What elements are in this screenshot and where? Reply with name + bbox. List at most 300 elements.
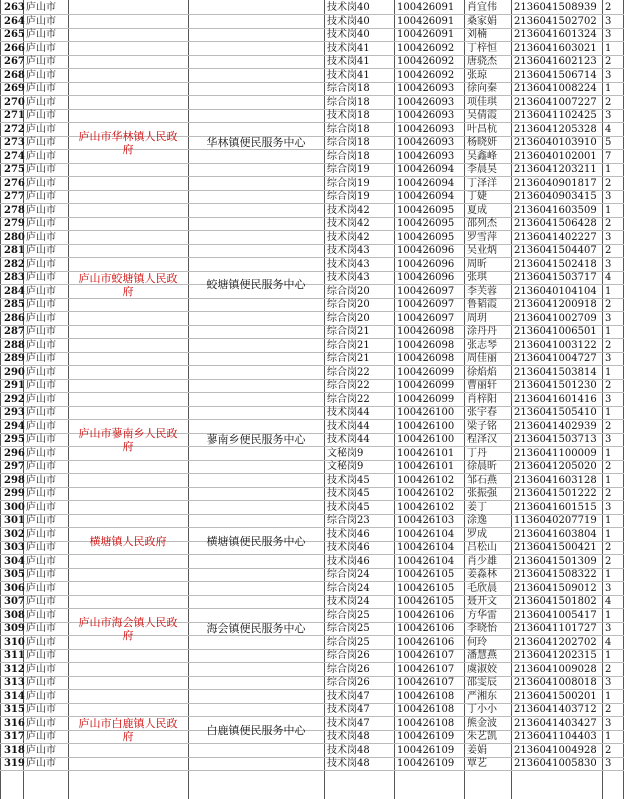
cell-exam-no: 2136041402227 <box>514 231 597 243</box>
cell-name: 夏成 <box>467 204 487 216</box>
cell-recruit: 2 <box>605 245 612 256</box>
cell-county: 庐山市 <box>26 366 56 378</box>
cell-name: 张宇春 <box>467 407 497 418</box>
cell-name: 徐晨昕 <box>467 461 497 472</box>
cell-position: 技术岗18 <box>327 110 370 121</box>
cell-num: 304 <box>4 555 25 567</box>
cell-num: 264 <box>4 15 25 27</box>
cell-recruit: 1 <box>605 528 612 540</box>
cell-num: 275 <box>4 164 25 175</box>
cell-exam-no: 2136041101727 <box>514 623 597 634</box>
cell-position: 综合岗26 <box>327 663 370 675</box>
cell-num: 296 <box>4 447 25 459</box>
org-name-line: 横塘镇人民政府 <box>89 534 167 548</box>
cell-name: 姜淼林 <box>467 569 497 580</box>
cell-position: 技术岗46 <box>327 528 370 540</box>
cell-position: 技术岗41 <box>327 69 370 81</box>
cell-name: 严湘东 <box>467 690 497 702</box>
cell-position: 综合岗21 <box>327 326 370 337</box>
cell-county: 庐山市 <box>26 83 56 94</box>
cell-num: 312 <box>4 663 25 675</box>
cell-county: 庐山市 <box>26 420 56 432</box>
column-divider <box>68 0 69 799</box>
cell-exam-no: 2136041104403 <box>514 731 597 742</box>
cell-exam-no: 2136041205020 <box>514 461 597 472</box>
service-center-cell: 蛟塘镇便民服务中心 <box>206 278 306 291</box>
cell-exam-no: 2136041504407 <box>514 245 597 256</box>
cell-num: 271 <box>4 110 25 121</box>
cell-county: 庐山市 <box>26 447 56 459</box>
cell-name: 邹石燕 <box>467 474 497 486</box>
cell-recruit: 1 <box>605 474 612 486</box>
cell-recruit: 1 <box>605 407 612 418</box>
cell-num: 270 <box>4 96 25 108</box>
cell-recruit: 3 <box>605 717 612 729</box>
cell-county: 庐山市 <box>26 650 56 661</box>
cell-recruit: 3 <box>605 29 612 40</box>
cell-position: 综合岗25 <box>327 609 370 621</box>
cell-position: 综合岗18 <box>327 123 370 135</box>
cell-recruit: 3 <box>605 231 612 243</box>
cell-exam-no: 2136041509012 <box>514 582 597 594</box>
cell-num: 283 <box>4 272 25 283</box>
cell-county: 庐山市 <box>26 150 56 162</box>
cell-name: 丁丹 <box>467 447 487 459</box>
cell-num: 293 <box>4 407 25 418</box>
cell-name: 罗成 <box>467 528 487 540</box>
cell-position: 技术岗48 <box>327 744 370 756</box>
cell-num: 273 <box>4 137 25 148</box>
cell-num: 272 <box>4 123 25 135</box>
cell-name: 覃艺 <box>467 758 487 769</box>
cell-recruit: 3 <box>605 312 612 324</box>
cell-position: 综合岗18 <box>327 96 370 108</box>
org-name-line: 府 <box>122 142 134 156</box>
cell-exam-no: 2136041603804 <box>514 528 597 540</box>
cell-name: 吴业炳 <box>467 245 497 256</box>
cell-unit-code: 100426109 <box>397 744 455 756</box>
cell-exam-no: 2136041505410 <box>514 407 597 418</box>
org-name-line: 府 <box>122 284 134 298</box>
cell-unit-code: 100426094 <box>397 164 455 175</box>
cell-name: 张振强 <box>467 488 497 499</box>
cell-num: 284 <box>4 285 25 297</box>
cell-county: 庐山市 <box>26 744 56 756</box>
cell-position: 技术岗42 <box>327 204 370 216</box>
cell-county: 庐山市 <box>26 137 56 148</box>
cell-unit-code: 100426095 <box>397 218 455 229</box>
column-divider <box>602 0 603 799</box>
service-center-cell: 蓼南乡便民服务中心 <box>206 433 306 447</box>
cell-recruit: 2 <box>605 542 612 553</box>
cell-exam-no: 2136041601515 <box>514 501 597 513</box>
cell-recruit: 1 <box>605 326 612 337</box>
column-divider <box>188 0 189 799</box>
cell-position: 文秘岗9 <box>327 461 364 472</box>
cell-county: 庐山市 <box>26 636 56 648</box>
cell-num: 266 <box>4 42 25 54</box>
cell-county: 庐山市 <box>26 704 56 715</box>
cell-recruit: 1 <box>605 569 612 580</box>
cell-num: 316 <box>4 717 25 729</box>
cell-position: 技术岗44 <box>327 420 370 432</box>
cell-exam-no: 2136040102001 <box>514 150 597 162</box>
cell-county: 庐山市 <box>26 299 56 310</box>
org-name-cell <box>68 130 188 156</box>
cell-county: 庐山市 <box>26 623 56 634</box>
cell-recruit: 2 <box>605 488 612 499</box>
cell-name: 吴鑫峰 <box>467 150 497 162</box>
cell-recruit: 2 <box>605 704 612 715</box>
org-name-cell <box>68 717 188 743</box>
cell-unit-code: 100426097 <box>397 312 455 324</box>
cell-recruit: 3 <box>605 758 612 769</box>
org-name-line: 庐山市蛟塘镇人民政 <box>78 271 178 285</box>
cell-unit-code: 100426092 <box>397 42 455 54</box>
cell-county: 庐山市 <box>26 258 56 270</box>
cell-recruit: 7 <box>605 150 612 162</box>
cell-county: 庐山市 <box>26 218 56 229</box>
cell-num: 278 <box>4 204 25 216</box>
cell-unit-code: 100426102 <box>397 501 455 513</box>
cell-num: 303 <box>4 542 25 553</box>
cell-position: 技术岗40 <box>327 15 370 27</box>
cell-unit-code: 100426105 <box>397 596 455 607</box>
cell-name: 朱艺凯 <box>467 731 497 742</box>
cell-num: 282 <box>4 258 25 270</box>
cell-unit-code: 100426091 <box>397 2 455 13</box>
cell-name: 何玲 <box>467 636 487 648</box>
cell-name: 张琪 <box>467 272 487 283</box>
cell-recruit: 2 <box>605 461 612 472</box>
cell-name: 毛欣晨 <box>467 582 497 594</box>
cell-name: 程泽汉 <box>467 434 497 445</box>
cell-position: 技术岗43 <box>327 258 370 270</box>
cell-county: 庐山市 <box>26 690 56 702</box>
cell-recruit: 3 <box>605 69 612 81</box>
cell-exam-no: 2136041503717 <box>514 272 597 283</box>
cell-exam-no: 2136041501230 <box>514 380 597 391</box>
cell-exam-no: 2136041506714 <box>514 69 597 81</box>
cell-num: 289 <box>4 353 25 364</box>
cell-unit-code: 100426108 <box>397 690 455 702</box>
cell-county: 庐山市 <box>26 528 56 540</box>
cell-num: 317 <box>4 731 25 742</box>
cell-exam-no: 2136041502418 <box>514 258 597 270</box>
cell-position: 综合岗18 <box>327 137 370 148</box>
cell-name: 项佳琪 <box>467 96 497 108</box>
cell-unit-code: 100426091 <box>397 29 455 40</box>
cell-name: 刘楠 <box>467 29 487 40</box>
cell-recruit: 2 <box>605 96 612 108</box>
cell-county: 庐山市 <box>26 393 56 405</box>
cell-exam-no: 2136041508322 <box>514 569 597 580</box>
row-divider <box>0 770 624 771</box>
cell-county: 庐山市 <box>26 339 56 351</box>
column-divider <box>464 0 465 799</box>
cell-county: 庐山市 <box>26 758 56 769</box>
cell-name: 吕松山 <box>467 542 497 553</box>
cell-num: 298 <box>4 474 25 486</box>
cell-unit-code: 100426092 <box>397 56 455 67</box>
cell-name: 李芙蓉 <box>467 285 497 297</box>
cell-county: 庐山市 <box>26 177 56 189</box>
cell-unit-code: 100426095 <box>397 204 455 216</box>
cell-exam-no: 2136040901817 <box>514 177 597 189</box>
cell-exam-no: 2136040103910 <box>514 137 597 148</box>
cell-num: 281 <box>4 245 25 256</box>
cell-recruit: 2 <box>605 56 612 67</box>
column-divider <box>0 0 1 799</box>
cell-num: 302 <box>4 528 25 540</box>
cell-unit-code: 100426096 <box>397 272 455 283</box>
column-divider <box>324 0 325 799</box>
cell-position: 技术岗44 <box>327 407 370 418</box>
cell-unit-code: 100426101 <box>397 447 455 459</box>
cell-recruit: 2 <box>605 555 612 567</box>
cell-exam-no: 1136040207719 <box>514 515 597 526</box>
cell-unit-code: 100426104 <box>397 542 455 553</box>
cell-county: 庐山市 <box>26 380 56 391</box>
cell-unit-code: 100426100 <box>397 407 455 418</box>
cell-unit-code: 100426096 <box>397 258 455 270</box>
cell-recruit: 3 <box>605 353 612 364</box>
cell-num: 279 <box>4 218 25 229</box>
cell-recruit: 3 <box>605 191 612 202</box>
cell-name: 涂逸 <box>467 515 487 526</box>
cell-position: 综合岗21 <box>327 353 370 364</box>
cell-recruit: 2 <box>605 2 612 13</box>
cell-recruit: 4 <box>605 123 612 135</box>
cell-name: 邵雯辰 <box>467 677 497 688</box>
cell-unit-code: 100426103 <box>397 515 455 526</box>
cell-recruit: 4 <box>605 596 612 607</box>
cell-county: 庐山市 <box>26 231 56 243</box>
org-name-line: 府 <box>122 730 134 743</box>
cell-name: 李晓怡 <box>467 623 497 634</box>
column-divider <box>511 0 512 799</box>
cell-recruit: 4 <box>605 636 612 648</box>
cell-recruit: 1 <box>605 447 612 459</box>
cell-position: 技术岗45 <box>327 501 370 513</box>
cell-num: 309 <box>4 623 25 634</box>
org-name-line: 庐山市白鹿镇人民政 <box>78 717 178 730</box>
org-name-cell <box>68 616 188 642</box>
cell-unit-code: 100426097 <box>397 285 455 297</box>
cell-name: 潘慧燕 <box>467 650 497 661</box>
cell-unit-code: 100426109 <box>397 731 455 742</box>
cell-num: 280 <box>4 231 25 243</box>
cell-county: 庐山市 <box>26 272 56 283</box>
cell-num: 295 <box>4 434 25 445</box>
cell-position: 综合岗26 <box>327 677 370 688</box>
cell-county: 庐山市 <box>26 191 56 202</box>
cell-unit-code: 100426102 <box>397 488 455 499</box>
cell-county: 庐山市 <box>26 245 56 256</box>
cell-position: 技术岗44 <box>327 434 370 445</box>
cell-county: 庐山市 <box>26 123 56 135</box>
cell-unit-code: 100426104 <box>397 528 455 540</box>
cell-name: 姜娟 <box>467 744 487 756</box>
cell-unit-code: 100426096 <box>397 245 455 256</box>
cell-unit-code: 100426107 <box>397 677 455 688</box>
cell-name: 李晨昊 <box>467 164 497 175</box>
cell-recruit: 2 <box>605 420 612 432</box>
cell-name: 张琼 <box>467 69 487 81</box>
cell-recruit: 2 <box>605 218 612 229</box>
cell-unit-code: 100426093 <box>397 110 455 121</box>
cell-county: 庐山市 <box>26 326 56 337</box>
cell-name: 肖梓阳 <box>467 393 497 405</box>
service-center-cell: 海会镇便民服务中心 <box>206 622 306 636</box>
org-name-cell <box>68 427 188 453</box>
cell-position: 综合岗19 <box>327 191 370 202</box>
cell-recruit: 2 <box>605 177 612 189</box>
cell-num: 301 <box>4 515 25 526</box>
cell-exam-no: 2136041403712 <box>514 704 597 715</box>
org-name-line: 庐山市海会镇人民政 <box>78 615 178 629</box>
cell-position: 技术岗24 <box>327 596 370 607</box>
cell-county: 庐山市 <box>26 56 56 67</box>
cell-recruit: 2 <box>605 744 612 756</box>
cell-num: 299 <box>4 488 25 499</box>
cell-name: 徐向秦 <box>467 83 497 94</box>
cell-unit-code: 100426093 <box>397 96 455 108</box>
cell-exam-no: 2136041205328 <box>514 123 597 135</box>
cell-county: 庐山市 <box>26 542 56 553</box>
cell-position: 技术岗40 <box>327 29 370 40</box>
org-name-cell <box>68 535 188 548</box>
cell-recruit: 1 <box>605 285 612 297</box>
cell-position: 综合岗21 <box>327 339 370 351</box>
cell-unit-code: 100426099 <box>397 393 455 405</box>
cell-exam-no: 2136041006501 <box>514 326 597 337</box>
cell-recruit: 1 <box>605 42 612 54</box>
cell-exam-no: 2136041501309 <box>514 555 597 567</box>
cell-county: 庐山市 <box>26 663 56 675</box>
cell-unit-code: 100426097 <box>397 299 455 310</box>
cell-recruit: 1 <box>605 650 612 661</box>
cell-exam-no: 2136041008018 <box>514 677 597 688</box>
cell-unit-code: 100426098 <box>397 353 455 364</box>
cell-num: 268 <box>4 69 25 81</box>
cell-name: 叶昌杭 <box>467 123 497 135</box>
cell-position: 综合岗24 <box>327 582 370 594</box>
cell-county: 庐山市 <box>26 569 56 580</box>
cell-name: 唐骁杰 <box>467 56 497 67</box>
cell-exam-no: 2136041203211 <box>514 164 597 175</box>
cell-num: 287 <box>4 326 25 337</box>
cell-exam-no: 2136041008224 <box>514 83 597 94</box>
cell-num: 313 <box>4 677 25 688</box>
cell-county: 庐山市 <box>26 29 56 40</box>
cell-unit-code: 100426098 <box>397 326 455 337</box>
cell-recruit: 5 <box>605 137 612 148</box>
cell-name: 梁子铭 <box>467 420 497 432</box>
cell-exam-no: 2136041002709 <box>514 312 597 324</box>
cell-name: 桑家娟 <box>467 15 497 27</box>
cell-unit-code: 100426093 <box>397 137 455 148</box>
cell-exam-no: 2136041004727 <box>514 353 597 364</box>
cell-county: 庐山市 <box>26 353 56 364</box>
cell-position: 技术岗41 <box>327 42 370 54</box>
cell-position: 综合岗25 <box>327 623 370 634</box>
cell-name: 周佳丽 <box>467 353 497 364</box>
cell-exam-no: 2136040903415 <box>514 191 597 202</box>
cell-position: 技术岗43 <box>327 245 370 256</box>
cell-exam-no: 2136041603021 <box>514 42 597 54</box>
cell-position: 综合岗20 <box>327 299 370 310</box>
cell-name: 周玥 <box>467 312 487 324</box>
cell-exam-no: 2136041007227 <box>514 96 597 108</box>
cell-position: 技术岗48 <box>327 758 370 769</box>
cell-unit-code: 100426106 <box>397 623 455 634</box>
cell-num: 269 <box>4 83 25 94</box>
cell-unit-code: 100426092 <box>397 69 455 81</box>
cell-exam-no: 2136041500201 <box>514 690 597 702</box>
cell-name: 熊金波 <box>467 717 497 729</box>
cell-exam-no: 2136041100009 <box>514 447 597 459</box>
cell-name: 曹丽轩 <box>467 380 497 391</box>
cell-name: 丁小小 <box>467 704 497 715</box>
cell-num: 291 <box>4 380 25 391</box>
cell-position: 技术岗47 <box>327 704 370 715</box>
cell-unit-code: 100426099 <box>397 366 455 378</box>
cell-recruit: 2 <box>605 663 612 675</box>
org-name-line: 府 <box>122 628 134 642</box>
cell-num: 307 <box>4 596 25 607</box>
cell-recruit: 1 <box>605 731 612 742</box>
cell-position: 技术岗43 <box>327 272 370 283</box>
cell-county: 庐山市 <box>26 515 56 526</box>
cell-unit-code: 100426093 <box>397 150 455 162</box>
cell-unit-code: 100426095 <box>397 231 455 243</box>
cell-unit-code: 100426104 <box>397 555 455 567</box>
cell-recruit: 3 <box>605 623 612 634</box>
cell-name: 方华雷 <box>467 609 497 621</box>
cell-exam-no: 2136041603509 <box>514 204 597 216</box>
cell-unit-code: 100426093 <box>397 83 455 94</box>
cell-county: 庐山市 <box>26 488 56 499</box>
cell-name: 杨晓妍 <box>467 137 497 148</box>
cell-name: 肖少雄 <box>467 555 497 567</box>
cell-name: 涂丹丹 <box>467 326 497 337</box>
cell-exam-no: 2136041503713 <box>514 434 597 445</box>
cell-recruit: 1 <box>605 164 612 175</box>
cell-position: 技术岗47 <box>327 717 370 729</box>
cell-num: 318 <box>4 744 25 756</box>
cell-num: 308 <box>4 609 25 621</box>
cell-unit-code: 100426105 <box>397 569 455 580</box>
cell-position: 综合岗20 <box>327 312 370 324</box>
cell-num: 276 <box>4 177 25 189</box>
cell-position: 综合岗22 <box>327 366 370 378</box>
cell-unit-code: 100426100 <box>397 420 455 432</box>
cell-position: 综合岗18 <box>327 150 370 162</box>
cell-exam-no: 2136041403427 <box>514 717 597 729</box>
cell-county: 庐山市 <box>26 285 56 297</box>
cell-position: 综合岗24 <box>327 569 370 580</box>
cell-county: 庐山市 <box>26 15 56 27</box>
cell-recruit: 1 <box>605 515 612 526</box>
cell-recruit: 3 <box>605 110 612 121</box>
cell-name: 肖宜伟 <box>467 2 497 13</box>
cell-name: 丁梓恒 <box>467 42 497 54</box>
cell-recruit: 1 <box>605 690 612 702</box>
cell-name: 丁婕 <box>467 191 487 202</box>
cell-county: 庐山市 <box>26 731 56 742</box>
cell-num: 297 <box>4 461 25 472</box>
